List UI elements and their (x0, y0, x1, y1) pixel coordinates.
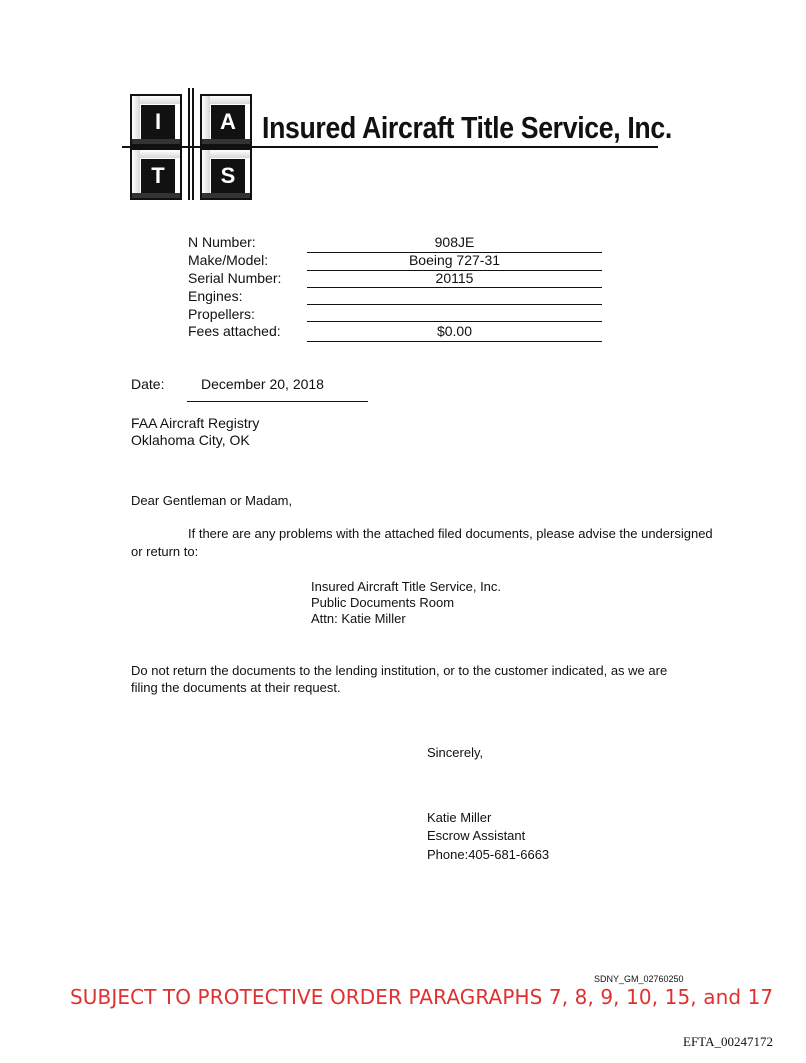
logo-letter-t: T (141, 159, 175, 193)
logo-tile-i (130, 94, 182, 146)
fees-attached-line (307, 341, 602, 342)
bates-number: SDNY_GM_02760250 (594, 974, 684, 984)
logo-divider-vertical-2 (192, 88, 194, 200)
return-address-line-1: Insured Aircraft Title Service, Inc. (311, 579, 502, 594)
n-number-label: N Number: (188, 234, 256, 250)
company-name: Insured Aircraft Title Service, Inc. (262, 110, 672, 145)
propellers-line (307, 321, 602, 322)
make-model-label: Make/Model: (188, 252, 269, 268)
serial-number-value: 20115 (435, 270, 474, 286)
serial-number-line (307, 287, 602, 288)
signer-name: Katie Miller (427, 810, 492, 825)
logo-divider-vertical (188, 88, 190, 200)
logo-letter-s: S (211, 159, 245, 193)
n-number-value: 908JE (434, 234, 475, 250)
date-line (187, 401, 368, 402)
fees-attached-label: Fees attached: (188, 323, 281, 339)
valediction: Sincerely, (427, 745, 484, 760)
recipient-line-2: Oklahoma City, OK (131, 432, 250, 448)
date-label: Date: (131, 376, 165, 392)
logo-tile-t (130, 148, 182, 200)
serial-number-label: Serial Number: (188, 270, 282, 286)
logo-tile-s (200, 148, 252, 200)
logo-divider-horizontal (122, 146, 262, 148)
make-model-value: Boeing 727-31 (408, 252, 501, 268)
paragraph-2-line-1: Do not return the documents to the lending institution, or to the customer indicated, as we are (131, 663, 668, 678)
engines-line (307, 304, 602, 305)
signer-title: Escrow Assistant (427, 828, 526, 843)
logo-letter-a: A (211, 105, 245, 139)
paragraph-1-line-1: If there are any problems with the attached filed documents, please advise the undersigned (188, 526, 713, 541)
propellers-label: Propellers: (188, 306, 255, 322)
paragraph-1-line-2: or return to: (131, 544, 199, 559)
fees-attached-value: $0.00 (436, 323, 473, 339)
engines-label: Engines: (188, 288, 243, 304)
protective-order-stamp: SUBJECT TO PROTECTIVE ORDER PARAGRAPHS 7, 8, 9, 10, 15, and 17 (70, 985, 774, 1009)
salutation: Dear Gentleman or Madam, (131, 493, 293, 508)
return-address-line-2: Public Documents Room (311, 595, 455, 610)
logo-letter-i: I (141, 105, 175, 139)
signer-phone: Phone:405-681-6663 (427, 847, 550, 862)
efta-id: EFTA_00247172 (683, 1034, 773, 1049)
recipient-line-1: FAA Aircraft Registry (131, 415, 260, 431)
paragraph-2-line-2: filing the documents at their request. (131, 680, 341, 695)
letterhead-rule (262, 146, 658, 148)
logo-tile-a (200, 94, 252, 146)
date-value: December 20, 2018 (201, 376, 324, 392)
return-address-line-3: Attn: Katie Miller (311, 611, 406, 626)
